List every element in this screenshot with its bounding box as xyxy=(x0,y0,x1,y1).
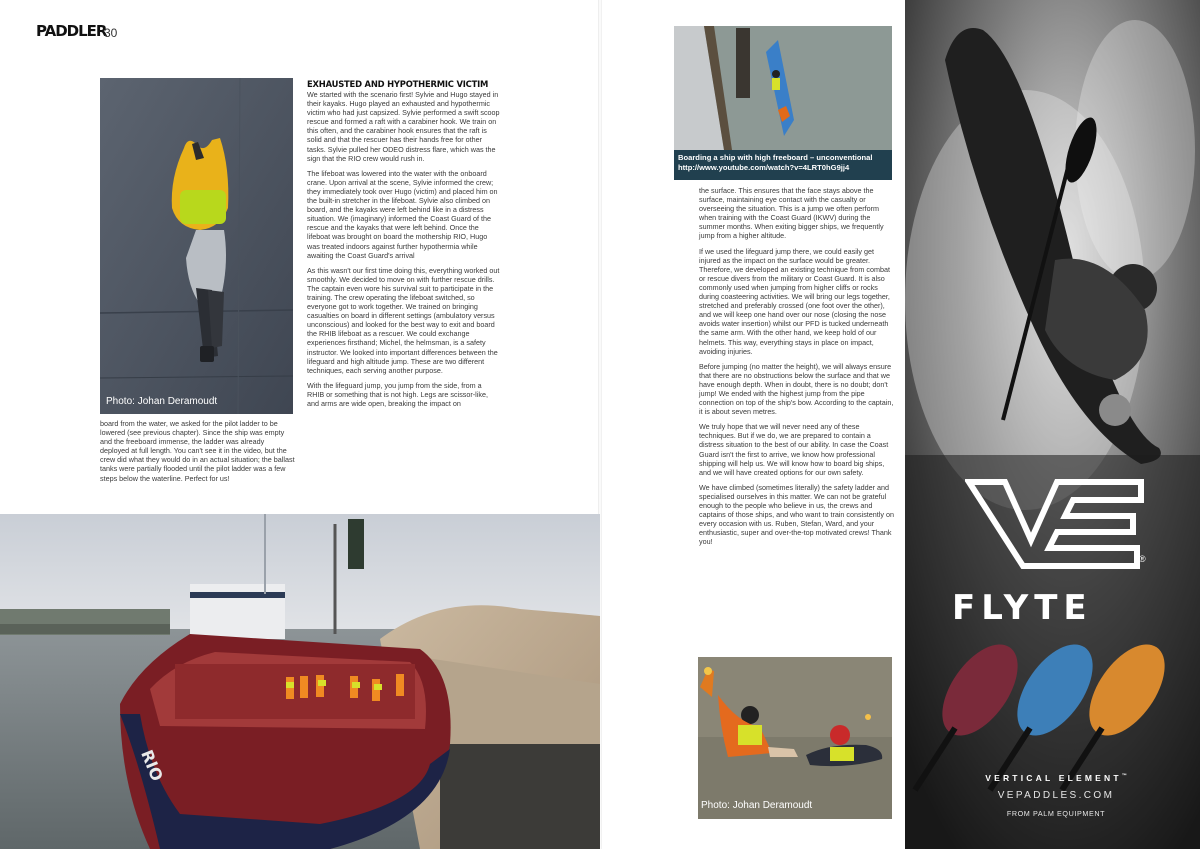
article-paragraph: We started with the scenario first! Sylvie and Hugo stayed in their kayaks. Hugo played an exhausted and hypothermic victim who had just capsized. Sylvie performed a swift scoop rescue and formed a raft with a carabiner hook. We train on this often, and the carabiner hook ensures that the raft is solid and that the rescuer has their hands free for other tasks. Sylvie pulled her ODEO distress flare, which was the sign that the RIO crew would rush in. xyxy=(307,90,500,163)
ship-illustration xyxy=(0,514,600,849)
article-paragraph: We truly hope that we will never need any of these techniques. But if we do, we are prepared to contain a distress situation to the best of our ability. In case the Coast Guard isn't the first to arrive, we know how professional shipping will help us. We will know how to board big ships, and we will have created options for our own safety. xyxy=(699,422,889,477)
article-paragraph: The lifeboat was lowered into the water with the onboard crane. Upon arrival at the scene, Sylvie informed the crew; they immediately took over Hugo (victim) and placed him on the built-in stretcher in the lifeboat. Sylvie also climbed on board, and the kayaks were left behind like in a distress situation. We (imaginary) informed the Coast Guard of the rescue and the kayaks that were left behind. Once the lifeboat was brought on board the mothership RIO, Hugo was treated indoors against further hypothermia while awaiting the Coast Guard's arrival xyxy=(307,168,498,260)
ad-product-name: FLYTE xyxy=(952,588,1093,628)
article-column-right xyxy=(699,186,895,552)
photo-suspended-rescuer xyxy=(100,78,293,414)
page-number: 30 xyxy=(104,26,118,40)
article-paragraph: As this wasn't our first time doing this, everything worked out smoothly. We decided to move on with further rescue drills. The captain even wore his survival suit to participate in the training. The crew operating the lifeboat switched, so everyone got to work together. We trained on bringing casualties on board in different settings (ambulatory versus unconscious) and looked for the best way to exit and board the RHIB lifeboat as a rescuer. We could exchange experiences firsthand; Michel, the helmsman, is a safety instructor. We looked into important differences between the lifeguard and high altitude jump. These are two different techniques, each serving another purpose. xyxy=(307,265,500,375)
ad-brand-text: VERTICAL ELEMENT xyxy=(985,773,1122,783)
ship-name-label: RIO xyxy=(137,747,167,784)
registered-mark: ® xyxy=(1139,554,1146,564)
photo-credit-top-left: Photo: Johan Deramoudt xyxy=(106,396,218,407)
photo-kayak-boarding xyxy=(674,26,892,150)
article-paragraph: If we used the lifeguard jump there, we could easily get injured as the impact on the surface would be greater. Therefore, we developed an existing technique from combat or rescue divers from the military or Coast Guard. It is also commonly used when jumping from higher cliffs or rocks during coasteering activities. We will bring our legs together, stretched and preferably crossed (one foot over the other), and we will keep one hand over our nose (closing the nose avoids water insertion) whilst our PFD is tucked underneath the same arm. With the other hand, we keep hold of our helmets. This way, everything stays in place on impact, avoiding injuries. xyxy=(699,246,890,356)
ad-trademark: ™ xyxy=(1121,773,1127,780)
article-paragraph: With the lifeguard jump, you jump from the side, from a RHIB or something that is not high. Legs are scissor-like, and arms are wide open, breaking the impact on xyxy=(307,380,488,408)
article-paragraph: board from the water, we asked for the pilot ladder to be lowered (see previous chapter). Since the ship was empty and the freeboard immense, the ladder was already deployed at full length. You can't see it in the video, but the crew did what they would do in an actual situation; the ballast tanks were partially flooded until the pilot ladder was a few steps below the waterline. Perfect for us! xyxy=(100,419,295,483)
flyte-advertisement[interactable] xyxy=(905,0,1200,849)
article-paragraph: the surface. This ensures that the face stays above the surface, maintaining eye contact with the casualty or overseeing the situation. This is a jump we often perform when training with the Coast Guard (IKWV) during the summer months. When exiting bigger ships, we frequently jump from a higher altitude. xyxy=(699,186,884,241)
caption-video-link[interactable]: http://www.youtube.com/watch?v=4LRT0hG9jj4 xyxy=(678,163,850,172)
water-rescue-illustration xyxy=(698,657,892,819)
ad-maker: FROM PALM EQUIPMENT xyxy=(1006,809,1106,818)
ad-kayaker-illustration xyxy=(905,0,1200,849)
caption-title: Boarding a ship with high freeboard – unconventional xyxy=(678,153,873,162)
article-paragraph: Before jumping (no matter the height), we will always ensure that there are no obstructions below the surface and that we have enough depth. When in doubt, there is no doubt; don't jump! We ended with the highest jump from the pipe connection on top of the ship's bow. According to the captain, it is about seven metres. xyxy=(699,361,894,417)
section-heading: EXHAUSTED AND HYPOTHERMIC VICTIM xyxy=(307,79,489,89)
suspended-rescuer-illustration xyxy=(100,78,293,414)
article-column-middle xyxy=(307,79,500,414)
ad-website[interactable]: VEPADDLES.COM xyxy=(997,790,1115,801)
article-column-left xyxy=(100,419,295,489)
photo-water-rescue xyxy=(698,657,892,819)
magazine-logo: PADDLER xyxy=(36,22,107,40)
ve-logo xyxy=(965,478,1145,575)
article-paragraph: We have climbed (sometimes literally) the safety ladder and specialised ourselves in this matter. We can not be grateful enough to the people who believe in us, the crews and captains of those ships, and who want to train consistently on every occasion with us. Ruben, Stefan, Ward, and your enthusiastic, super and over-the-top motivated crews! Thank you! xyxy=(699,482,894,547)
photo-ship-rio xyxy=(0,514,600,849)
ad-brand xyxy=(962,773,1150,783)
video-caption xyxy=(674,150,892,180)
kayak-boarding-illustration xyxy=(674,26,892,150)
photo-credit-bottom-right: Photo: Johan Deramoudt xyxy=(701,800,813,811)
ve-logo-mark xyxy=(965,478,1145,570)
